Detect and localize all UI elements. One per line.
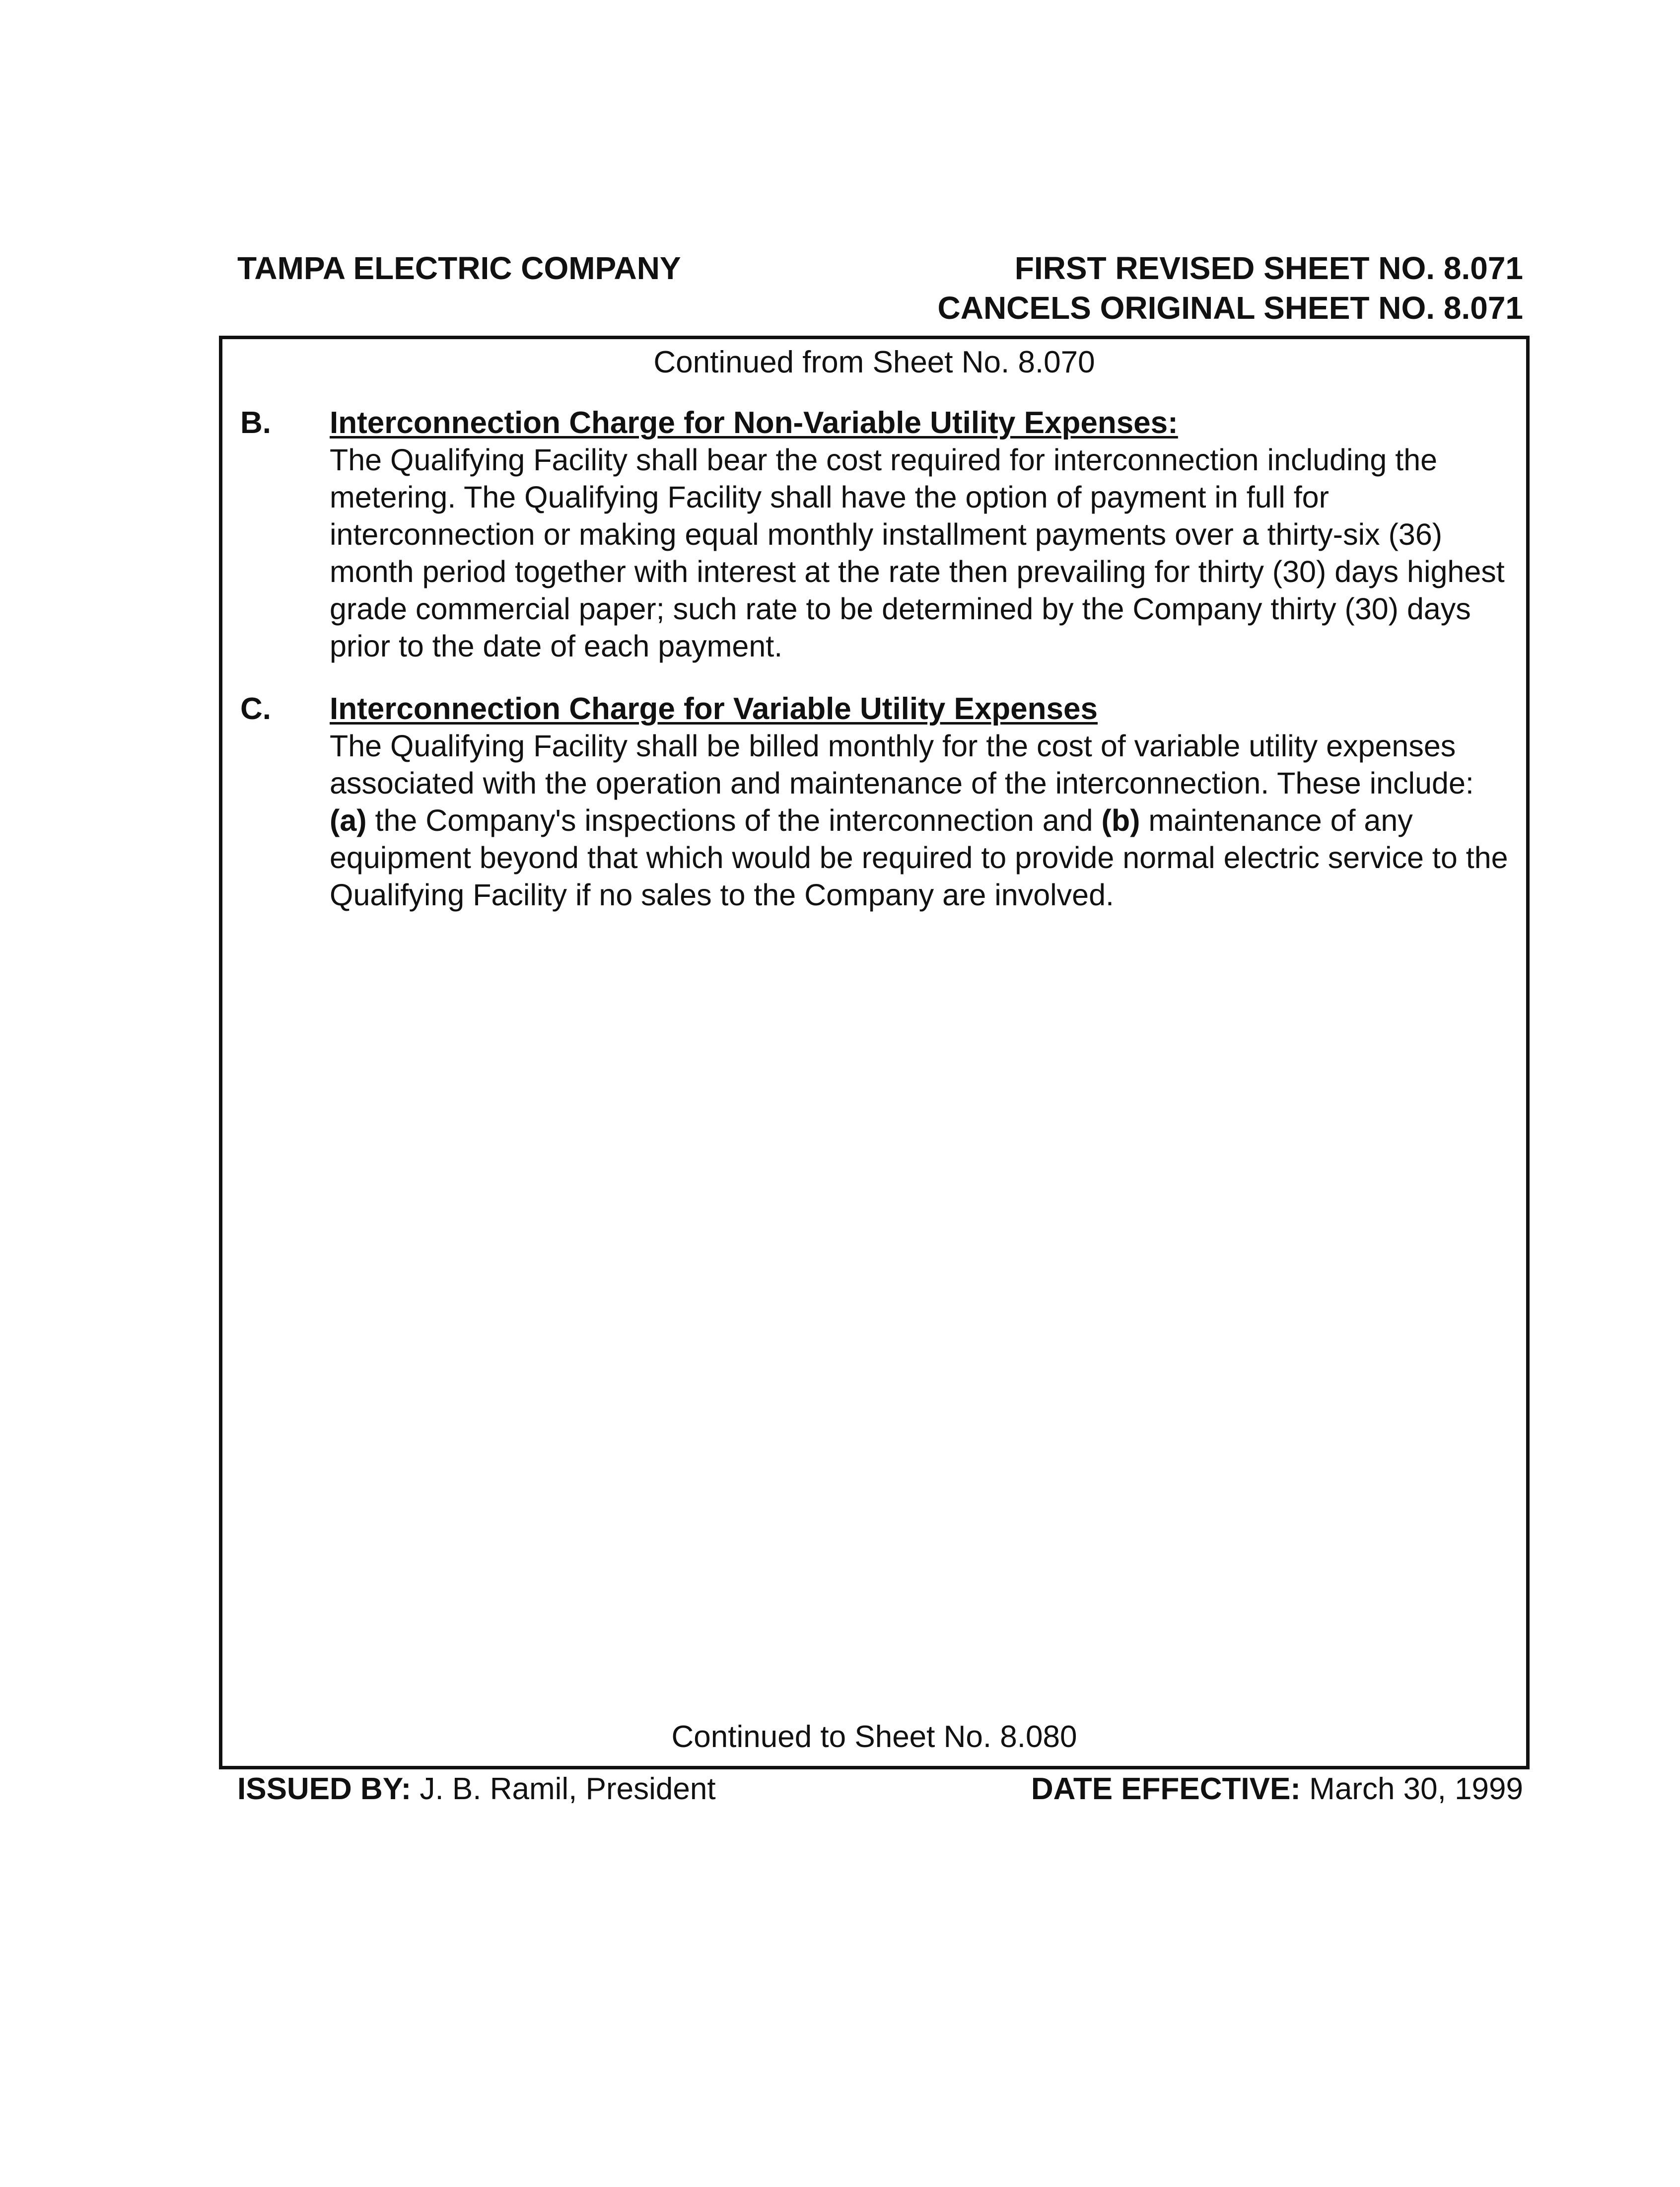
- section-b-letter: B.: [240, 406, 271, 440]
- item-a-text: the Company's inspections of the interconnection and: [366, 803, 1102, 837]
- issued-by-value: J. B. Ramil, President: [411, 1772, 716, 1806]
- date-effective-label: DATE EFFECTIVE:: [1031, 1772, 1301, 1806]
- section-b-paragraph: [330, 441, 1516, 665]
- tariff-content-box: [219, 336, 1530, 1769]
- continued-from-note: Continued from Sheet No. 8.070: [653, 345, 1095, 379]
- item-b-label: (b): [1101, 803, 1140, 837]
- section-b-heading: Interconnection Charge for Non-Variable Utility Expenses:: [330, 406, 1178, 440]
- date-effective: [1031, 1769, 1523, 1809]
- date-effective-value: March 30, 1999: [1300, 1772, 1523, 1806]
- section-c-heading: Interconnection Charge for Variable Utility Expenses: [330, 692, 1098, 726]
- section-c-letter: C.: [240, 692, 271, 726]
- section-c-line: Qualifying Facility if no sales to the Company are involved.: [330, 878, 1114, 912]
- section-c-line: The Qualifying Facility shall be billed monthly for the cost of variable utility expenses: [330, 729, 1456, 763]
- section-b-line: prior to the date of each payment.: [330, 629, 783, 663]
- section-b-line: month period together with interest at the rate then prevailing for thirty (30) days highest: [330, 555, 1505, 588]
- continued-to-note: Continued to Sheet No. 8.080: [671, 1720, 1077, 1754]
- sheet-number-revised: FIRST REVISED SHEET NO. 8.071: [1014, 250, 1523, 286]
- company-name: TAMPA ELECTRIC COMPANY: [237, 250, 681, 286]
- section-c-paragraph: [330, 728, 1516, 914]
- sheet-number-cancels: CANCELS ORIGINAL SHEET NO. 8.071: [937, 290, 1523, 326]
- section-c-line: associated with the operation and maintenance of the interconnection. These include:: [330, 766, 1474, 800]
- issued-by: [237, 1769, 716, 1809]
- issued-by-label: ISSUED BY:: [237, 1772, 412, 1806]
- section-b-line: grade commercial paper; such rate to be determined by the Company thirty (30) days: [330, 592, 1471, 626]
- item-a-label: (a): [330, 803, 367, 837]
- section-c-line-inspections: [330, 802, 1516, 839]
- section-b-line: The Qualifying Facility shall bear the cost required for interconnection including the: [330, 443, 1438, 477]
- section-c-line: equipment beyond that which would be required to provide normal electric service to the: [330, 841, 1508, 875]
- item-b-text: maintenance of any: [1140, 803, 1413, 837]
- sheet-numbers: [938, 248, 1524, 328]
- section-b-line: interconnection or making equal monthly installment payments over a thirty-six (36): [330, 517, 1443, 551]
- section-b-line: metering. The Qualifying Facility shall have the option of payment in full for: [330, 480, 1329, 514]
